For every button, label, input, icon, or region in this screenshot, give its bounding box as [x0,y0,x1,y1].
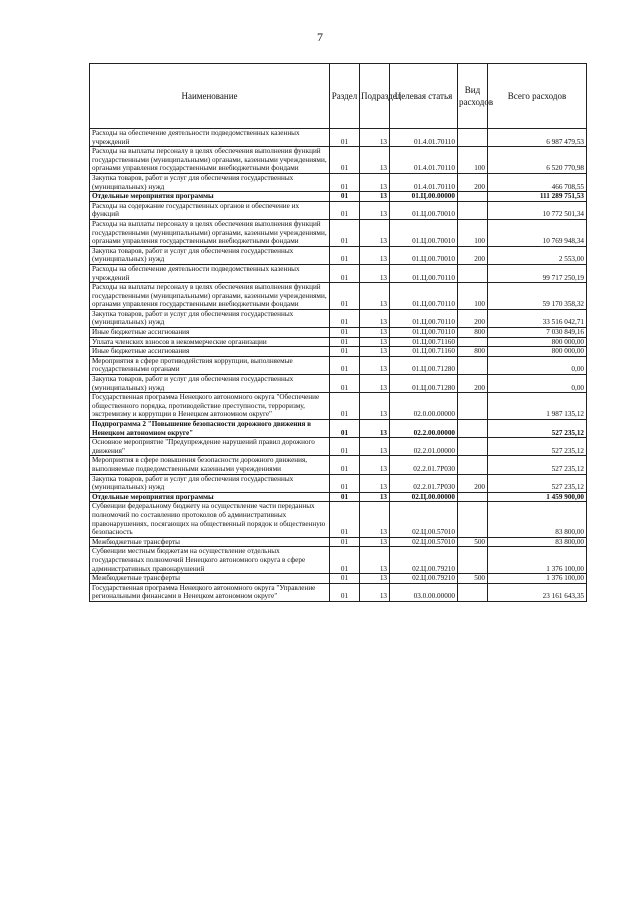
cell-target: 02.Ц.00.79210 [390,574,458,584]
cell-total: 527 235,12 [488,420,587,438]
header-name: Наименование [90,64,330,129]
cell-razdel: 01 [330,474,360,492]
cell-target: 02.Ц.00.79210 [390,547,458,574]
table-row [90,283,587,310]
cell-podrazdel: 13 [360,574,390,584]
table-row [90,474,587,492]
cell-vid [458,547,488,574]
cell-razdel: 01 [330,129,360,147]
cell-podrazdel: 13 [360,309,390,327]
cell-name: Основное мероприятие "Предупреждение нарушений правил дорожного движения" [90,438,330,456]
cell-target: 02.0.00.00000 [390,393,458,420]
cell-razdel: 01 [330,147,360,174]
cell-name: Отдельные мероприятия программы [90,192,330,202]
cell-podrazdel: 13 [360,129,390,147]
cell-razdel: 01 [330,583,360,601]
cell-razdel: 01 [330,456,360,474]
cell-podrazdel: 13 [360,173,390,191]
cell-total: 83 800,00 [488,537,587,547]
cell-razdel: 01 [330,347,360,357]
header-target: Целевая статья [390,64,458,129]
cell-vid [458,502,488,537]
cell-vid: 800 [458,347,488,357]
table-row [90,574,587,584]
cell-vid: 100 [458,283,488,310]
table-row [90,456,587,474]
cell-name: Закупка товаров, работ и услуг для обеспечения государственных (муниципальных) нужд [90,246,330,264]
cell-target: 01.4.01.70110 [390,173,458,191]
cell-vid [458,337,488,347]
cell-podrazdel: 13 [360,583,390,601]
cell-total: 800 000,00 [488,347,587,357]
cell-razdel: 01 [330,574,360,584]
cell-podrazdel: 13 [360,328,390,338]
cell-target: 02.Ц.00.57010 [390,502,458,537]
cell-name: Расходы на выплаты персоналу в целях обеспечения выполнения функций государственными (муниципальными) органами, казенными учреждениями, органами управления государственными внебюджетными фондами [90,147,330,174]
cell-target: 02.2.01.7Р030 [390,456,458,474]
table-row [90,309,587,327]
cell-target: 02.2.01.00000 [390,438,458,456]
cell-name: Расходы на выплаты персоналу в целях обеспечения выполнения функций государственными (муниципальными) органами, казенными учреждениями, органами управления государственными внебюджетными фондами [90,219,330,246]
cell-razdel: 01 [330,192,360,202]
cell-vid [458,456,488,474]
cell-total: 111 289 751,53 [488,192,587,202]
cell-podrazdel: 13 [360,192,390,202]
cell-name: Уплата членских взносов в некоммерческие организации [90,337,330,347]
cell-target: 01.Ц.00.70010 [390,201,458,219]
table-row [90,264,587,282]
page-number: 7 [317,30,323,44]
cell-podrazdel: 13 [360,375,390,393]
cell-vid: 500 [458,574,488,584]
table-row [90,328,587,338]
cell-total: 6 520 770,98 [488,147,587,174]
cell-podrazdel: 13 [360,347,390,357]
cell-vid [458,583,488,601]
cell-total: 23 161 643,35 [488,583,587,601]
cell-razdel: 01 [330,337,360,347]
cell-vid: 200 [458,474,488,492]
cell-vid: 200 [458,246,488,264]
cell-target: 02.Ц.00.57010 [390,537,458,547]
cell-total: 800 000,00 [488,337,587,347]
header-podrazdel: Подраздел [360,64,390,129]
cell-razdel: 01 [330,328,360,338]
cell-target: 01.Ц.00.71280 [390,356,458,374]
cell-name: Субвенции местным бюджетам на осуществление отдельных государственных полномочий Ненецкого автономного округа в сфере административных правонарушений [90,547,330,574]
cell-razdel: 01 [330,264,360,282]
cell-total: 1 987 135,12 [488,393,587,420]
cell-razdel: 01 [330,393,360,420]
cell-vid [458,201,488,219]
table-row [90,492,587,502]
cell-razdel: 01 [330,492,360,502]
cell-target: 01.Ц.00.70010 [390,246,458,264]
cell-total: 1 376 100,00 [488,547,587,574]
table-row [90,537,587,547]
cell-vid: 800 [458,328,488,338]
cell-target: 01.Ц.00.70110 [390,283,458,310]
table-header-row [90,64,587,129]
cell-vid: 500 [458,537,488,547]
cell-target: 02.2.00.00000 [390,420,458,438]
cell-podrazdel: 13 [360,502,390,537]
cell-vid [458,420,488,438]
cell-target: 02.2.01.7Р030 [390,474,458,492]
cell-razdel: 01 [330,420,360,438]
cell-razdel: 01 [330,309,360,327]
cell-vid: 100 [458,147,488,174]
budget-table [89,63,587,602]
cell-vid [458,356,488,374]
cell-vid [458,438,488,456]
cell-podrazdel: 13 [360,246,390,264]
cell-vid: 200 [458,173,488,191]
cell-podrazdel: 13 [360,474,390,492]
table-row [90,129,587,147]
cell-total: 33 516 042,71 [488,309,587,327]
cell-name: Межбюджетные трансферты [90,574,330,584]
cell-target: 02.Ц.00.00000 [390,492,458,502]
cell-razdel: 01 [330,219,360,246]
cell-target: 03.0.00.00000 [390,583,458,601]
cell-razdel: 01 [330,356,360,374]
cell-total: 83 800,00 [488,502,587,537]
cell-name: Иные бюджетные ассигнования [90,328,330,338]
cell-podrazdel: 13 [360,537,390,547]
cell-total: 10 769 948,34 [488,219,587,246]
cell-podrazdel: 13 [360,356,390,374]
cell-vid [458,192,488,202]
cell-razdel: 01 [330,537,360,547]
cell-name: Мероприятия в сфере противодействия коррупции, выполняемые государственными органами [90,356,330,374]
cell-name: Субвенции федеральному бюджету на осуществление части переданных полномочий по составлению протоколов об административных правонарушениях, посягающих на общественный порядок и общественную безопасность [90,502,330,537]
cell-total: 527 235,12 [488,456,587,474]
cell-vid: 100 [458,219,488,246]
table-row [90,547,587,574]
cell-vid: 200 [458,309,488,327]
cell-vid [458,129,488,147]
cell-total: 527 235,12 [488,438,587,456]
cell-target: 01.Ц.00.00000 [390,192,458,202]
cell-total: 1 459 900,00 [488,492,587,502]
table-row [90,173,587,191]
cell-podrazdel: 13 [360,283,390,310]
cell-name: Закупка товаров, работ и услуг для обеспечения государственных (муниципальных) нужд [90,173,330,191]
cell-podrazdel: 13 [360,201,390,219]
cell-vid [458,492,488,502]
table-row [90,356,587,374]
table-row [90,347,587,357]
cell-target: 01.Ц.00.71160 [390,337,458,347]
table-row [90,438,587,456]
cell-name: Расходы на обеспечение деятельности подведомственных казенных учреждений [90,129,330,147]
table-row [90,375,587,393]
cell-target: 01.Ц.00.70110 [390,264,458,282]
cell-podrazdel: 13 [360,456,390,474]
cell-name: Закупка товаров, работ и услуг для обеспечения государственных (муниципальных) нужд [90,375,330,393]
cell-total: 10 772 501,34 [488,201,587,219]
cell-total: 99 717 250,19 [488,264,587,282]
cell-name: Закупка товаров, работ и услуг для обеспечения государственных (муниципальных) нужд [90,474,330,492]
cell-total: 1 376 100,00 [488,574,587,584]
cell-name: Отдельные мероприятия программы [90,492,330,502]
header-total: Всего расходов [488,64,587,129]
table-row [90,393,587,420]
table-row [90,246,587,264]
cell-target: 01.Ц.00.71280 [390,375,458,393]
cell-podrazdel: 13 [360,547,390,574]
cell-podrazdel: 13 [360,147,390,174]
cell-name: Мероприятия в сфере повышения безопасности дорожного движения, выполняемые подведомственными казенными учреждениями [90,456,330,474]
cell-name: Подпрограмма 2 "Повышение безопасности дорожного движения в Ненецком автономном округе" [90,420,330,438]
cell-total: 6 987 479,53 [488,129,587,147]
cell-total: 59 170 358,32 [488,283,587,310]
cell-podrazdel: 13 [360,438,390,456]
cell-total: 527 235,12 [488,474,587,492]
cell-total: 466 708,55 [488,173,587,191]
cell-name: Закупка товаров, работ и услуг для обеспечения государственных (муниципальных) нужд [90,309,330,327]
cell-name: Государственная программа Ненецкого автономного округа "Обеспечение общественного порядка, противодействие преступности, терроризму, экстремизму и коррупции в Ненецком автономном округе" [90,393,330,420]
table-row [90,192,587,202]
cell-razdel: 01 [330,375,360,393]
cell-name: Иные бюджетные ассигнования [90,347,330,357]
cell-razdel: 01 [330,547,360,574]
cell-podrazdel: 13 [360,420,390,438]
cell-name: Расходы на обеспечение деятельности подведомственных казенных учреждений [90,264,330,282]
cell-target: 01.4.01.70110 [390,129,458,147]
cell-podrazdel: 13 [360,337,390,347]
header-vid: Вид расходов [458,64,488,129]
table-row [90,147,587,174]
cell-razdel: 01 [330,246,360,264]
cell-podrazdel: 13 [360,492,390,502]
cell-vid [458,393,488,420]
table-row [90,420,587,438]
cell-razdel: 01 [330,502,360,537]
cell-podrazdel: 13 [360,264,390,282]
cell-vid: 200 [458,375,488,393]
cell-total: 7 030 849,16 [488,328,587,338]
cell-total: 2 553,00 [488,246,587,264]
cell-razdel: 01 [330,201,360,219]
cell-target: 01.Ц.00.70010 [390,219,458,246]
table-row [90,502,587,537]
cell-name: Межбюджетные трансферты [90,537,330,547]
cell-total: 0,00 [488,356,587,374]
cell-target: 01.Ц.00.71160 [390,347,458,357]
cell-name: Расходы на содержание государственных органов и обеспечение их функций [90,201,330,219]
cell-razdel: 01 [330,173,360,191]
cell-vid [458,264,488,282]
table-row [90,219,587,246]
cell-total: 0,00 [488,375,587,393]
table-row [90,337,587,347]
cell-name: Государственная программа Ненецкого автономного округа "Управление региональными финансами в Ненецком автономном округе" [90,583,330,601]
cell-target: 01.4.01.70110 [390,147,458,174]
table-body [90,129,587,602]
cell-name: Расходы на выплаты персоналу в целях обеспечения выполнения функций государственными (муниципальными) органами, казенными учреждениями, органами управления государственными внебюджетными фондами [90,283,330,310]
cell-podrazdel: 13 [360,219,390,246]
table-row [90,583,587,601]
cell-razdel: 01 [330,283,360,310]
cell-podrazdel: 13 [360,393,390,420]
table-row [90,201,587,219]
cell-target: 01.Ц.00.70110 [390,309,458,327]
cell-target: 01.Ц.00.70110 [390,328,458,338]
cell-razdel: 01 [330,438,360,456]
header-razdel: Раздел [330,64,360,129]
